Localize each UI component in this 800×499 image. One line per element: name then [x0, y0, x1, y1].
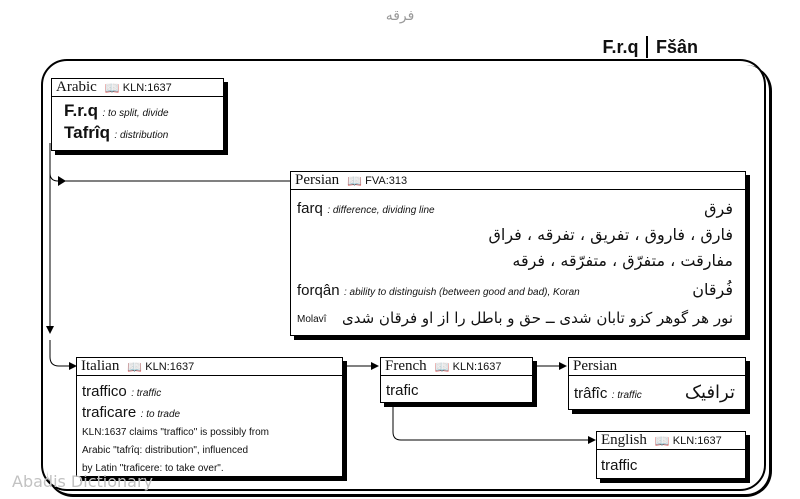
arabic-gloss-2: : distribution [114, 130, 169, 141]
italian-note-2: Arabic "tafrîq: distribution", influenced [82, 445, 249, 456]
italian-word-1: traffico [82, 383, 127, 400]
english-source [655, 434, 722, 448]
italian-gloss-2: : to trade [140, 409, 181, 420]
header-word: Fšân [655, 36, 698, 57]
english-box-header [597, 432, 745, 450]
italian-lang-label: Italian [81, 358, 120, 374]
book-icon: 📖 [104, 80, 120, 95]
molavi-label: Molavî [297, 314, 327, 325]
book-icon: 📖 [127, 359, 143, 374]
persian-fa-forqan: فُرقان [692, 280, 733, 299]
english-word: traffic [601, 457, 638, 474]
persian-fa-farq: فرق [704, 199, 733, 218]
french-word: trafic [386, 382, 419, 399]
persian-gloss-forqan: : ability to distinguish (between good and bad), Koran [344, 287, 580, 298]
italian-source [127, 360, 194, 374]
arabic-word-2: Tafrîq [64, 123, 110, 142]
arabic-source-text: KLN:1637 [122, 81, 172, 94]
italian-source-text: KLN:1637 [145, 360, 195, 373]
arrowhead-persian [58, 176, 66, 186]
persian-trafic-word: trâfîc [574, 385, 608, 402]
french-lang-label: French [385, 358, 427, 374]
persian-word-farq: farq [297, 200, 323, 217]
watermark: Abadis Dictionary [12, 472, 153, 491]
italian-gloss-1: : traffic [131, 388, 162, 399]
connector-to-italian [50, 340, 76, 366]
persian-fa-line2: فارق ، فاروق ، تفریق ، تفرقه ، فراق [488, 225, 733, 244]
molavi-quote: نور هر گوهر کزو تابان شدی ــ حق و باطل را از او فرقان شدی [341, 309, 733, 327]
french-box [380, 357, 533, 403]
italian-note-3: by Latin "traficere: to take over". [82, 463, 224, 474]
persian-trafic-header [569, 358, 745, 376]
persian-trafic-gloss: : traffic [611, 390, 642, 401]
persian-word-forqan: forqân [297, 282, 340, 299]
arabic-gloss-1: : to split, divide [102, 108, 169, 119]
french-source-text: KLN:1637 [452, 360, 502, 373]
book-icon: 📖 [347, 173, 363, 188]
header-root: F.r.q [602, 36, 639, 57]
persian-source [347, 174, 407, 188]
french-box-header [381, 358, 532, 376]
english-box [596, 431, 746, 479]
arabic-lang-label: Arabic [56, 79, 97, 95]
persian-lang-label: Persian [295, 172, 340, 188]
connector-french-to-english [393, 402, 595, 440]
persian-source-text: FVA:313 [365, 174, 408, 187]
persian-trafic-box [568, 357, 746, 410]
italian-box [76, 357, 343, 477]
english-lang-label: English [601, 432, 647, 448]
persian-box [290, 171, 746, 336]
english-source-text: KLN:1637 [672, 434, 722, 447]
italian-box-header [77, 358, 342, 376]
french-source [435, 360, 502, 374]
persian-gloss-farq: : difference, dividing line [327, 205, 435, 216]
italian-note-1: KLN:1637 claims "traffico" is possibly from [82, 427, 269, 438]
book-icon: 📖 [654, 433, 670, 448]
book-icon: 📖 [434, 359, 450, 374]
persian-box-header [291, 172, 745, 190]
italian-word-2: traficare [82, 404, 137, 421]
arabic-box-header [52, 79, 223, 97]
persian-trafic-fa: ترافیک [684, 382, 735, 403]
arabic-source [105, 81, 172, 95]
page-title: فرقه [385, 8, 415, 24]
persian-trafic-lang-label: Persian [573, 358, 618, 374]
persian-fa-line3: مفارقت ، متفرّق ، متفرّقه ، فرقه [512, 251, 733, 270]
arabic-box [51, 78, 224, 151]
arabic-word-1: F.r.q [64, 101, 99, 120]
